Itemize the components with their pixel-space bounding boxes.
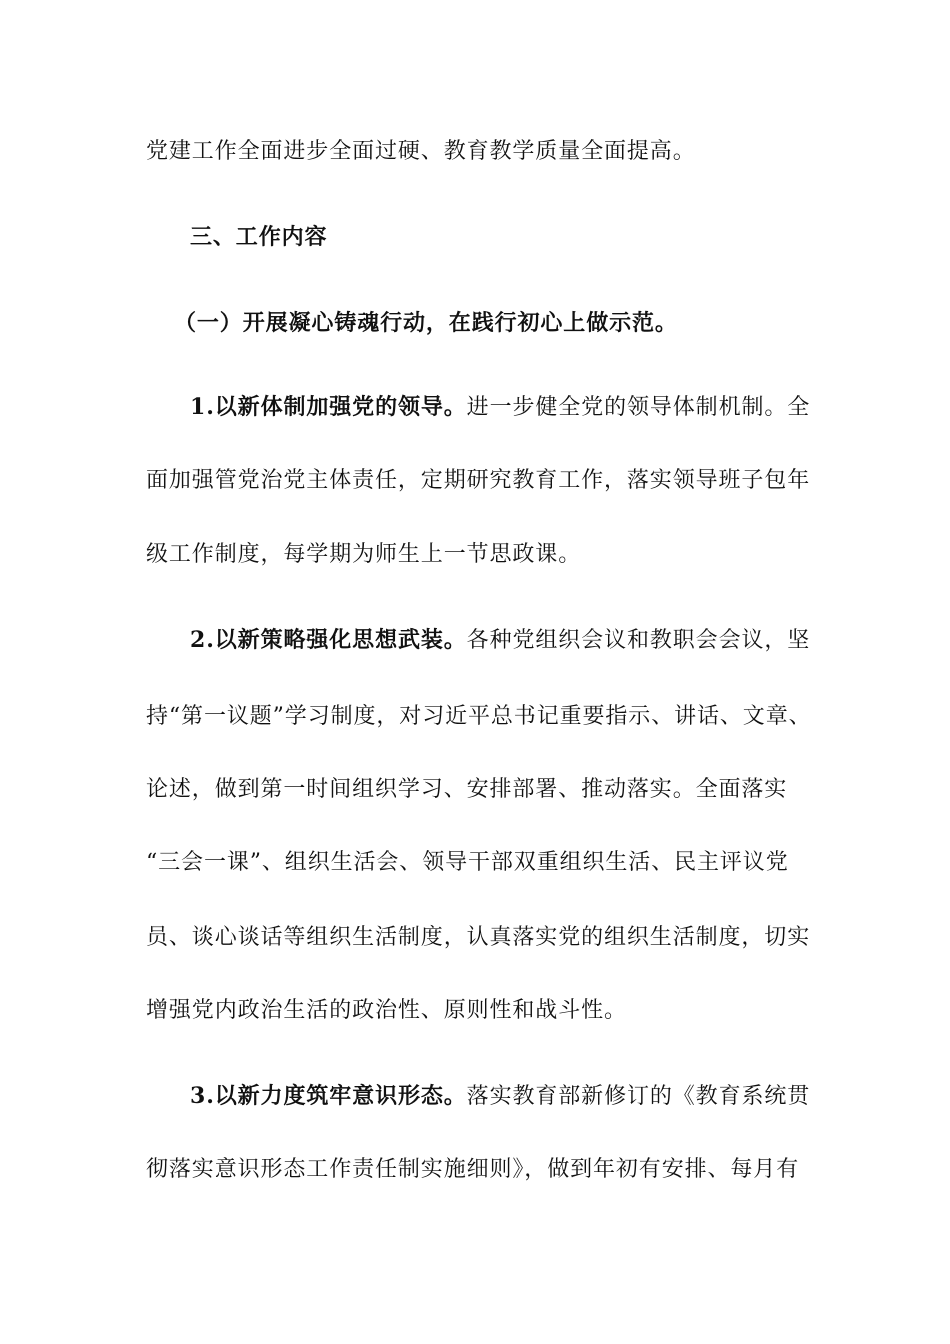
item-2-text: 各种党组织会议和教职会会议，坚 — [466, 628, 811, 653]
item-2-line-6: 增强党内政治生活的政治性、原则性和战斗性。 — [146, 998, 627, 1023]
item-3-text: 落实教育部新修订的《教育系统贯 — [466, 1084, 811, 1109]
item-1-line-2: 面加强管党治党主体责任，定期研究教育工作，落实领导班子包年 — [146, 468, 811, 493]
item-2-line-1 — [190, 625, 810, 656]
item-1-lead: 1.以新体制加强党的领导。 — [190, 394, 467, 420]
item-2-line-5: 员、谈心谈话等组织生活制度，认真落实党的组织生活制度，切实 — [146, 925, 811, 950]
item-1-line-3: 级工作制度，每学期为师生上一节思政课。 — [146, 542, 582, 567]
item-3-line-2: 彻落实意识形态工作责任制实施细则》，做到年初有安排、每月有 — [146, 1157, 800, 1182]
section-heading: 三、工作内容 — [190, 224, 328, 250]
item-2-lead: 2.以新策略强化思想武装。 — [190, 627, 467, 653]
subsection-heading: （一）开展凝心铸魂行动，在践行初心上做示范。 — [174, 310, 678, 336]
item-1-text: 进一步健全党的领导体制机制。全 — [466, 395, 811, 420]
paragraph-line: 党建工作全面进步全面过硬、教育教学质量全面提高。 — [146, 139, 696, 164]
item-3-line-1 — [190, 1081, 810, 1112]
item-2-line-3: 论述，做到第一时间组织学习、安排部署、推动落实。全面落实 — [146, 777, 788, 802]
item-3-lead: 3.以新力度筑牢意识形态。 — [190, 1083, 467, 1109]
item-2-line-2: 持“第一议题”学习制度，对习近平总书记重要指示、讲话、文章、 — [146, 704, 812, 729]
item-1-line-1 — [190, 392, 810, 423]
item-2-line-4: “三会一课”、组织生活会、领导干部双重组织生活、民主评议党 — [146, 850, 789, 875]
